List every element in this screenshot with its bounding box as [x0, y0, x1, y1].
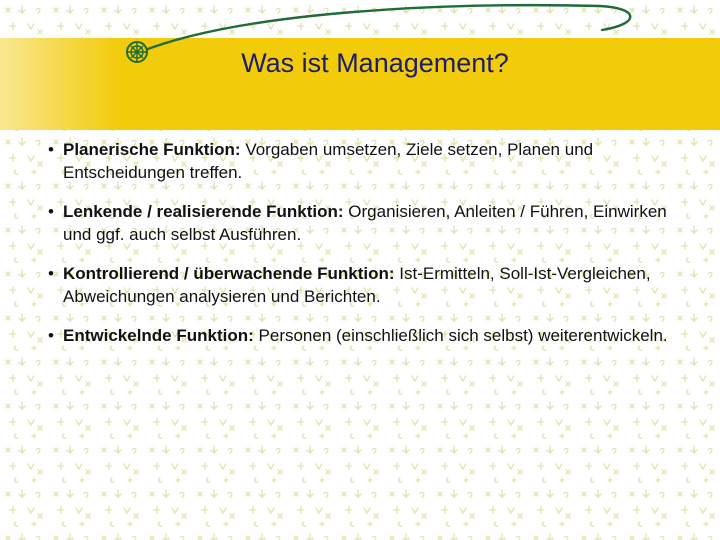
slide-title: Was ist Management? — [241, 48, 509, 78]
bullet-entwickelnde-funktion — [48, 324, 668, 347]
bullet-term: Lenkende / realisierende Funktion: — [63, 202, 344, 221]
bullet-planerische-funktion — [48, 138, 668, 184]
bullet-marker: • — [48, 202, 54, 221]
bullet-lenkende-funktion — [48, 200, 668, 246]
bullet-marker: • — [48, 140, 54, 159]
bullet-marker: • — [48, 326, 54, 345]
celtic-knot-icon — [127, 42, 147, 62]
bullet-kontrollierend-funktion — [48, 262, 668, 308]
bullet-term: Kontrollierend / überwachende Funktion: — [63, 264, 395, 283]
bullet-list — [48, 138, 668, 363]
bullet-marker: • — [48, 264, 54, 283]
bullet-text: Personen (einschließlich sich selbst) weiterentwickeln. — [253, 326, 668, 345]
bullet-text: Vorgaben umsetzen, Ziele setzen, Planen und Entscheidungen treffen. — [63, 140, 594, 182]
bullet-text: Organisieren, Anleiten / Führen, Einwirken und ggf. auch selbst Ausführen. — [63, 202, 667, 244]
bullet-term: Planerische Funktion: — [63, 140, 241, 159]
bullet-term: Entwickelnde Funktion: — [63, 326, 254, 345]
bullet-text: Ist-Ermitteln, Soll-Ist-Vergleichen, Abweichungen analysieren und Berichten. — [63, 264, 651, 306]
